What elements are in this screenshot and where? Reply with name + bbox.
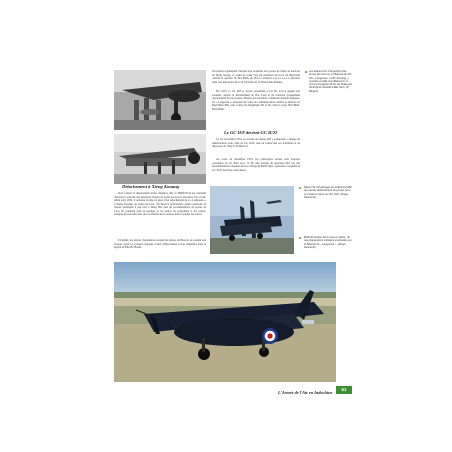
photo-bearcat-lineup [210, 186, 294, 254]
roundel-inner [267, 333, 272, 338]
photo-bomb-loading-image [114, 70, 206, 130]
page-number: 61 [336, 386, 352, 394]
paragraph-december-1953: Au cours de décembre 1953, les principales sorties sont toujours consenties au Sé delta avec, le 26, une attaque de quarante FAF sur des rassemblements ennemis dans le village de Banh Ngoc, opération à laquelle le GC II/22 participe activement. [212, 158, 300, 172]
photo-bearcat-airfield [114, 262, 336, 382]
caption-return-flight [304, 186, 354, 199]
paragraph-intro: On observe également l'attaque aux roquettes des grottes de Tulei, au nord-est de Dong Xuong, et celles de Lang Son qui menaient un forcé un important combat le quartier de Doi Dinh, de l'Est et d'Orient. Les Le Le Le quartiers suite très important du et de l'Arrivée de la d'Indochine Bienne. [212, 70, 300, 84]
caption-alert-credit: (Roger Descamb) [304, 242, 346, 249]
footer-title: L'Armée de l'Air en Indochine [278, 390, 333, 395]
paragraph-november-1953: Le 1er novembre 1953, le Groupe de chasse II/8 « Langouste » change de numérotation pour celle de GC II/22, tout en conservant ses traditions et en disposant de vingt et un Bearcat. [212, 138, 300, 148]
heading-xieng-kouang: Détachement à Xieng Kouang [122, 184, 180, 189]
paragraph-july: En juillet, les pilotes d'opérations partent les pilotes de Bearcat en soutien aux troupes ayant les groupes engagés contre d'importantes forces ennemies dans la région de Phu Ho Baum. [114, 239, 206, 249]
caption-return-flight-text: Retour de Vol-pilotage sur le Bearcat F8F du premier détachement de groupe pour un travail et retour au GC II/22. [304, 186, 352, 196]
magazine-page [112, 66, 356, 402]
caption-arrow-icon: ◄ [298, 185, 302, 190]
caption-bomb-loading-credit: (P. Bergon) [309, 86, 349, 93]
photo-ground-crew [114, 134, 206, 184]
paragraph-late-1953: Fin 1953, le GC II/8 se trouve rassemblé à Cat Bi, d'où il appuie nos soutiens, depuis le détachement de Bac Lieu et un nouveau groupement opérationnel du nord-ouest. Malgré les nouvelles conditions météorologiques, les « Langouste » attaquent les voies de communication rebelles et directes de Dien Bien Phu, puis contre les Régiments 66 et 36, dans la zone Thai Binh-Nam Dinh. [212, 90, 300, 111]
photo-bearcat-airfield-image [114, 262, 336, 382]
photo-bomb-loading [114, 70, 206, 130]
photo-bearcat-lineup-image [210, 186, 294, 254]
paragraph-april-1954: Pour contrer le déploiement d'une offensive viêt, le MRM Nord est contraint d'assurer la priorité aux missions d'appui au profit des forces terrestres. De ce fait, début avril 1954, il ordonne la mise en place d'un détachement de 4 « Langouste » à Xieng Kouang, au centre du Laos. Six Bearcat permanents, quatre appareils de chasse quadruple à son tour à Dong Hai puis un reconnaissance de postes au Laos. Ils prennent soin de protéger et de rentrer les patrouilles et les contre-attaques et pour effectuer des reconnaissances armées dans la plaine des Jarres. [114, 192, 206, 216]
caption-bomb-loading-text: Les étapes d'un chargement des armes de bord sur un Bearcat du GC II/8 « Langouste » (Ulm Mouang, ) consiste à l'aide d'un Bearcat C.A. d'une compagnie de tirs de Kidaa par l'entreprise Société à Bac Ninh. [309, 70, 352, 90]
photo-ground-crew-image [114, 134, 206, 184]
caption-arrow-icon: ◄ [304, 69, 308, 74]
caption-alert [304, 236, 354, 249]
caption-arrow-icon: ◄ [298, 235, 302, 240]
caption-bomb-loading [309, 70, 354, 93]
caption-return-flight-credit: (Roger Descamb) [304, 192, 349, 199]
heading-gc-renumbered: Le GC II/8 devient GC II/22 [224, 130, 278, 135]
caption-alert-text: Belle illustration de la mise en alerte, de ces préparations militaires employées sur le Bearcat de « Langouste ». [304, 236, 352, 246]
